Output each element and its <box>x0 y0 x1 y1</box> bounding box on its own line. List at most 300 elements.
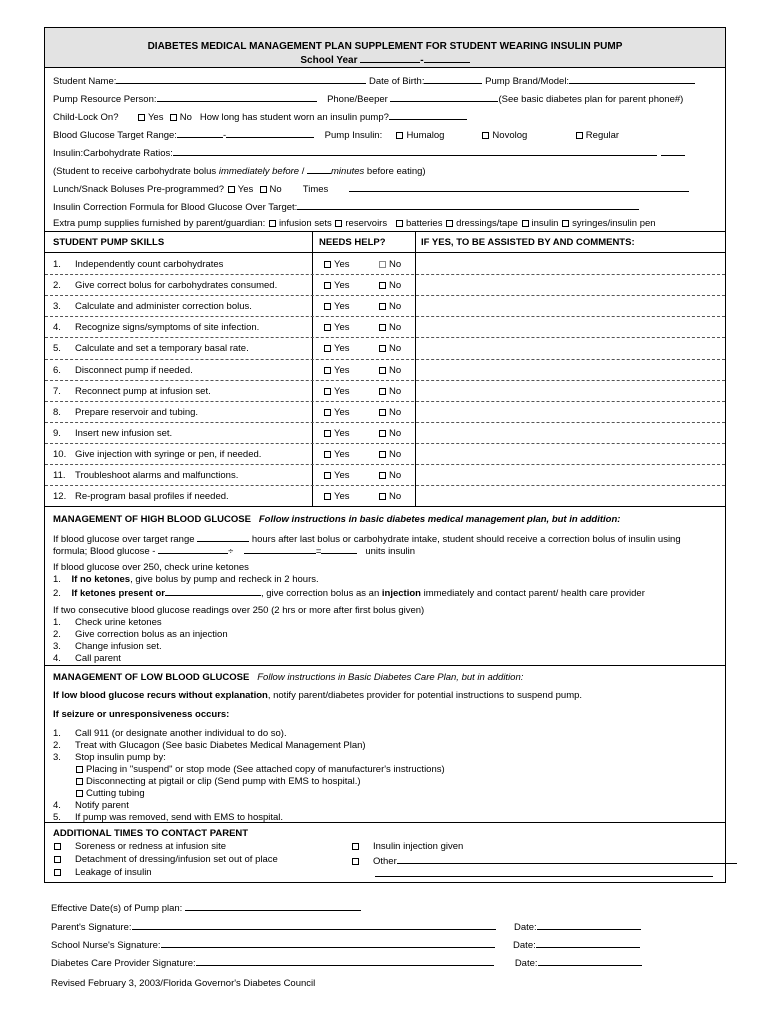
provider-signature-row <box>51 956 642 969</box>
bg-range-low-field[interactable] <box>177 128 223 138</box>
school-year-label: School Year <box>300 55 358 66</box>
skill-yes-checkbox[interactable] <box>324 324 331 331</box>
high-step <box>53 641 162 652</box>
skill-number: 1. <box>53 259 61 270</box>
ketones-step-2-num: 2. <box>53 588 61 599</box>
other-reason-field[interactable] <box>397 854 737 864</box>
skill-yes-label: Yes <box>334 280 350 292</box>
stop-pump-label: Cutting tubing <box>86 788 145 799</box>
skill-comment-field[interactable] <box>417 401 725 422</box>
carb-ratio-field[interactable] <box>173 146 657 156</box>
ketones-step-1-num: 1. <box>53 574 61 585</box>
ketones-step-2 <box>53 586 645 599</box>
skill-yes-checkbox[interactable] <box>324 388 331 395</box>
skill-no-checkbox[interactable] <box>379 303 386 310</box>
parent-date-label: Date: <box>513 922 537 933</box>
resource-person-field[interactable] <box>157 92 317 102</box>
correction-formula-label: Insulin Correction Formula for Blood Glucose Over Target: <box>53 202 298 213</box>
high-step-num: 4. <box>53 653 61 664</box>
low-bg-bottom-border <box>45 822 725 823</box>
skill-number: 7. <box>53 385 61 397</box>
high-bg-instructions: Follow instructions in basic diabetes medical management plan, but in addition: <box>258 514 621 525</box>
divide-symbol: ÷ <box>228 546 234 557</box>
regular-label: Regular <box>585 130 620 141</box>
skill-yes-checkbox[interactable] <box>324 345 331 352</box>
skill-row <box>45 295 725 316</box>
low-step <box>53 752 166 763</box>
ketones-present-text: , give correction bolus as an <box>260 588 382 599</box>
low-step-num: 5. <box>53 812 61 823</box>
provider-signature-field[interactable] <box>196 956 494 966</box>
high-step-text: Give correction bolus as an injection <box>75 629 228 640</box>
school-year-separator: - <box>420 55 424 66</box>
skill-yes-checkbox[interactable] <box>324 430 331 437</box>
high-p1-text-a: If blood glucose over target range <box>53 534 195 545</box>
skill-no-label: No <box>389 364 402 376</box>
injection-word: injection <box>381 588 421 599</box>
pump-duration-label: How long has student worn an insulin pump? <box>199 112 389 123</box>
supply-infusion-sets-label: infusion sets <box>278 218 332 229</box>
high-step-num: 1. <box>53 617 61 628</box>
school-year-row <box>45 53 725 67</box>
skill-row <box>45 464 725 485</box>
effective-date-row <box>51 901 361 914</box>
bolus-minutes-field[interactable] <box>307 164 331 174</box>
low-step-num: 3. <box>53 752 61 763</box>
contact-item[interactable] <box>53 841 226 852</box>
high-bg-para3: If two consecutive blood glucose readings over 250 (2 hrs or more after first bolus given) <box>53 605 425 616</box>
carb-ratio-extra-field[interactable] <box>661 146 685 156</box>
skill-no-option[interactable] <box>378 280 401 291</box>
skill-label: Prepare reservoir and tubing. <box>75 406 199 418</box>
skill-label: Re-program basal profiles if needed. <box>75 491 229 503</box>
units-insulin-label: units insulin <box>365 546 415 557</box>
skills-table-bottom-border <box>45 506 725 507</box>
skill-no-checkbox[interactable] <box>379 324 386 331</box>
effective-date-field[interactable] <box>185 901 361 911</box>
skill-label: Reconnect pump at infusion set. <box>75 385 211 397</box>
skill-no-label: No <box>389 491 402 503</box>
skill-no-option[interactable] <box>378 343 401 354</box>
skill-number: 9. <box>53 427 61 439</box>
student-name-label: Student Name: <box>53 76 117 87</box>
skill-label: Calculate and administer correction bolus. <box>75 301 252 313</box>
skill-no-option[interactable] <box>378 386 401 397</box>
bg-range-label: Blood Glucose Target Range: <box>53 130 177 141</box>
skill-no-label: No <box>389 427 402 439</box>
pump-plan-form <box>44 27 726 883</box>
skill-yes-option[interactable] <box>323 301 350 312</box>
supply-insulin-checkbox[interactable] <box>522 220 529 227</box>
stop-pump-option[interactable] <box>75 788 145 799</box>
skill-no-checkbox[interactable] <box>379 409 386 416</box>
skill-yes-label: Yes <box>334 448 350 460</box>
low-step-text: Stop insulin pump by: <box>75 752 166 763</box>
skill-comment-field[interactable] <box>417 359 725 380</box>
high-step <box>53 629 228 640</box>
skill-no-checkbox[interactable] <box>379 388 386 395</box>
ketones-threshold-field[interactable] <box>165 586 261 596</box>
child-lock-no-label: No <box>179 112 192 123</box>
contact-item[interactable] <box>351 841 463 852</box>
bolus-timing-text: (Student to receive carbohydrate bolus <box>53 166 219 177</box>
low-step-text: If pump was removed, send with EMS to hospital. <box>75 812 284 823</box>
other-reason-field-2[interactable] <box>375 867 713 877</box>
skill-number: 4. <box>53 322 61 334</box>
bg-range-row <box>53 128 619 141</box>
skill-no-checkbox[interactable] <box>379 493 386 500</box>
skill-yes-option[interactable] <box>323 343 350 354</box>
skill-yes-label: Yes <box>334 259 350 270</box>
low-step-num: 1. <box>53 728 61 739</box>
skill-row-divider <box>45 295 725 296</box>
provider-date-label: Date: <box>514 958 538 969</box>
supplies-row <box>53 218 656 229</box>
skill-comment-field[interactable] <box>417 443 725 464</box>
high-step-num: 3. <box>53 641 61 652</box>
skill-no-checkbox[interactable] <box>379 367 386 374</box>
child-lock-yes-checkbox[interactable] <box>138 114 145 121</box>
skill-yes-checkbox[interactable] <box>324 493 331 500</box>
skill-row-divider <box>45 443 725 444</box>
skill-yes-option[interactable] <box>323 322 350 333</box>
skill-row-divider <box>45 422 725 423</box>
skill-yes-label: Yes <box>334 301 350 313</box>
skill-comment-field[interactable] <box>417 295 725 316</box>
help-column-header: NEEDS HELP? <box>319 237 386 248</box>
skill-row <box>45 316 725 337</box>
skills-table-top-border <box>45 231 725 232</box>
revision-footer: Revised February 3, 2003/Florida Governor's Diabetes Council <box>51 978 316 989</box>
ketones-present-label: If ketones present or <box>71 588 165 599</box>
low-bg-recurs <box>53 690 582 701</box>
stop-pump-label: Disconnecting at pigtail or clip (Send pump with EMS to hospital.) <box>86 776 361 787</box>
supply-batteries-checkbox[interactable] <box>396 220 403 227</box>
supply-infusion-sets-checkbox[interactable] <box>269 220 276 227</box>
contact-item[interactable] <box>53 867 152 878</box>
skill-row <box>45 253 725 274</box>
stop-pump-checkbox[interactable] <box>76 778 83 785</box>
form-title: DIABETES MEDICAL MANAGEMENT PLAN SUPPLEMENT FOR STUDENT WEARING INSULIN PUMP <box>147 41 623 52</box>
nurse-signature-row <box>51 938 640 951</box>
child-lock-label: Child-Lock On? <box>53 112 119 123</box>
carb-ratio-row <box>53 146 685 159</box>
novolog-label: Novolog <box>492 130 528 141</box>
high-step <box>53 653 121 664</box>
skill-yes-checkbox[interactable] <box>324 472 331 479</box>
skill-yes-label: Yes <box>334 364 350 376</box>
formula-divisor-field[interactable] <box>244 544 316 554</box>
skill-comment-field[interactable] <box>417 422 725 443</box>
high-p1-text-b: hours after last bolus or carbohydrate intake, student should receive a correction bolus of insulin using <box>251 534 681 545</box>
skill-row <box>45 401 725 422</box>
skill-yes-label: Yes <box>334 491 350 503</box>
skill-yes-option[interactable] <box>323 407 350 418</box>
pump-duration-field[interactable] <box>389 110 467 120</box>
supply-reservoirs-checkbox[interactable] <box>335 220 342 227</box>
skill-yes-option[interactable] <box>323 259 350 270</box>
stop-pump-checkbox[interactable] <box>76 790 83 797</box>
dob-field[interactable] <box>424 74 482 84</box>
low-step-num: 4. <box>53 800 61 811</box>
nurse-signature-field[interactable] <box>161 938 495 948</box>
low-step <box>53 740 366 751</box>
lunch-yes-label: Yes <box>237 184 254 195</box>
contact-checkbox[interactable] <box>352 858 359 865</box>
lunch-yes-checkbox[interactable] <box>228 186 235 193</box>
skill-row-divider <box>45 274 725 275</box>
supply-dressings-label: dressings/tape <box>456 218 518 229</box>
stop-pump-label: Placing in "suspend" or stop mode (See attached copy of manufacturer's instructions) <box>86 764 445 775</box>
contact-checkbox[interactable] <box>54 856 61 863</box>
skill-row <box>45 485 725 506</box>
no-ketones-text: , give bolus by pump and recheck in 2 hours. <box>130 574 319 585</box>
skill-row <box>45 359 725 380</box>
supply-reservoirs-label: reservoirs <box>345 218 388 229</box>
stop-pump-option[interactable] <box>75 776 361 787</box>
skill-no-checkbox[interactable] <box>379 451 386 458</box>
formula-result-field[interactable] <box>321 544 357 554</box>
skill-no-option[interactable] <box>378 491 401 502</box>
equals-symbol: = <box>315 546 322 557</box>
skill-label: Give correct bolus for carbohydrates consumed. <box>75 280 278 292</box>
contact-item[interactable] <box>351 854 737 867</box>
skill-label: Independently count carbohydrates <box>75 259 224 270</box>
bolus-timing-end: before eating) <box>364 166 426 177</box>
high-step-num: 2. <box>53 629 61 640</box>
skill-number: 5. <box>53 343 61 355</box>
skill-no-option[interactable] <box>378 322 401 333</box>
skill-no-option[interactable] <box>378 449 401 460</box>
school-year-end-field[interactable] <box>424 53 470 63</box>
skill-no-label: No <box>389 259 402 270</box>
skill-yes-checkbox[interactable] <box>324 303 331 310</box>
provider-signature-label: Diabetes Care Provider Signature: <box>51 958 196 969</box>
parent-signature-row <box>51 920 641 933</box>
supplies-label: Extra pump supplies furnished by parent/guardian: <box>53 218 266 229</box>
skill-yes-option[interactable] <box>323 470 350 481</box>
low-seizure-label: If seizure or unresponsiveness occurs: <box>53 709 230 720</box>
skill-yes-option[interactable] <box>323 386 350 397</box>
skill-row-divider <box>45 485 725 486</box>
skill-number: 11. <box>53 470 66 481</box>
skill-no-checkbox[interactable] <box>379 472 386 479</box>
skill-yes-option[interactable] <box>323 428 350 439</box>
contact-label: Leakage of insulin <box>75 867 152 878</box>
high-step <box>53 617 162 628</box>
phone-field[interactable] <box>390 92 498 102</box>
low-recurs-text: , notify parent/diabetes provider for potential instructions to suspend pump. <box>267 690 583 701</box>
skill-comment-field[interactable] <box>417 380 725 401</box>
effective-date-label: Effective Date(s) of Pump plan: <box>51 903 183 914</box>
comments-column-header: IF YES, TO BE ASSISTED BY AND COMMENTS: <box>421 237 635 248</box>
supply-syringes-checkbox[interactable] <box>562 220 569 227</box>
skill-comment-field[interactable] <box>417 485 725 506</box>
contact-item[interactable] <box>53 854 278 865</box>
skill-yes-option[interactable] <box>323 280 350 291</box>
stop-pump-option[interactable] <box>75 764 445 775</box>
pump-brand-label: Pump Brand/Model: <box>485 76 570 87</box>
low-recurs-label: If low blood glucose recurs without explanation <box>53 690 268 701</box>
skill-no-option[interactable] <box>378 259 401 270</box>
formula-target-field[interactable] <box>158 544 228 554</box>
skill-yes-checkbox[interactable] <box>324 451 331 458</box>
correction-formula-row <box>53 200 639 213</box>
low-step-text: Call 911 (or designate another individual to do so). <box>75 728 287 739</box>
skill-row <box>45 443 725 464</box>
skill-yes-checkbox[interactable] <box>324 409 331 416</box>
skill-number: 10. <box>53 448 67 460</box>
skill-yes-option[interactable] <box>323 365 350 376</box>
ketones-present-text-2: immediately and contact parent/ health care provider <box>420 588 645 599</box>
skill-no-option[interactable] <box>378 428 401 439</box>
nurse-signature-label: School Nurse's Signature: <box>51 940 161 951</box>
dob-label: Date of Birth: <box>369 76 425 87</box>
low-step <box>53 800 129 811</box>
skill-no-label: No <box>389 470 402 481</box>
skill-no-option[interactable] <box>378 407 401 418</box>
lunch-no-checkbox[interactable] <box>260 186 267 193</box>
bolus-timing-row <box>53 164 426 177</box>
child-lock-row <box>53 110 467 123</box>
skill-no-option[interactable] <box>378 470 401 481</box>
skill-no-option[interactable] <box>378 365 401 376</box>
skill-label: Recognize signs/symptoms of site infection. <box>75 322 260 334</box>
no-ketones-label: If no ketones <box>71 574 131 585</box>
skill-no-checkbox[interactable] <box>379 430 386 437</box>
contact-checkbox[interactable] <box>54 843 61 850</box>
contact-label: Insulin injection given <box>373 841 464 852</box>
skill-comment-field[interactable] <box>417 464 725 485</box>
child-lock-yes-label: Yes <box>147 112 164 123</box>
skill-label: Troubleshoot alarms and malfunctions. <box>75 470 239 481</box>
resource-person-label: Pump Resource Person: <box>53 94 157 105</box>
low-bg-header <box>53 672 523 683</box>
hours-after-bolus-field[interactable] <box>197 532 249 542</box>
skill-row <box>45 422 725 443</box>
high-bg-title: MANAGEMENT OF HIGH BLOOD GLUCOSE <box>53 514 251 525</box>
lunch-bolus-label: Lunch/Snack Boluses Pre-programmed? <box>53 184 225 195</box>
skill-no-checkbox[interactable] <box>379 261 386 268</box>
provider-date-field[interactable] <box>538 956 642 966</box>
skill-no-checkbox[interactable] <box>379 282 386 289</box>
skill-no-option[interactable] <box>378 301 401 312</box>
contact-checkbox[interactable] <box>54 869 61 876</box>
skill-row-divider <box>45 316 725 317</box>
lunch-bolus-row <box>53 182 689 195</box>
skill-no-label: No <box>389 343 402 355</box>
ketones-step-1 <box>53 574 319 585</box>
low-bg-title: MANAGEMENT OF LOW BLOOD GLUCOSE <box>53 672 250 683</box>
bg-range-high-field[interactable] <box>226 128 314 138</box>
school-year-start-field[interactable] <box>360 53 420 63</box>
novolog-checkbox[interactable] <box>482 132 489 139</box>
stop-pump-checkbox[interactable] <box>76 766 83 773</box>
high-step-text: Call parent <box>75 653 121 664</box>
low-step <box>53 728 287 739</box>
skill-no-label: No <box>389 322 402 334</box>
skill-row-divider <box>45 359 725 360</box>
form-header <box>45 28 725 68</box>
resource-row <box>53 92 683 105</box>
times-field[interactable] <box>349 182 689 192</box>
skill-row <box>45 380 725 401</box>
formula-label: formula; Blood glucose - <box>53 546 156 557</box>
skill-number: 8. <box>53 406 61 418</box>
supply-dressings-checkbox[interactable] <box>446 220 453 227</box>
skill-yes-label: Yes <box>334 322 350 334</box>
nurse-date-label: Date: <box>513 940 536 951</box>
skill-label: Calculate and set a temporary basal rate. <box>75 343 249 355</box>
phone-label: Phone/Beeper <box>327 94 388 105</box>
pump-insulin-label: Pump Insulin: <box>324 130 383 141</box>
skill-number: 2. <box>53 280 61 292</box>
high-bg-para2: If blood glucose over 250, check urine ketones <box>53 562 249 573</box>
parent-signature-field[interactable] <box>132 920 496 930</box>
high-bg-formula <box>53 544 415 557</box>
high-bg-header <box>53 514 620 525</box>
low-bg-instructions: Follow instructions in Basic Diabetes Care Plan, but in addition: <box>257 672 524 683</box>
supply-syringes-label: syringes/insulin pen <box>572 218 656 229</box>
skill-row-divider <box>45 464 725 465</box>
carb-ratio-label: Insulin:Carbohydrate Ratios: <box>53 148 173 159</box>
skills-column-header: STUDENT PUMP SKILLS <box>53 237 165 248</box>
high-step-text: Check urine ketones <box>75 617 162 628</box>
skill-no-label: No <box>389 448 402 460</box>
correction-formula-field[interactable] <box>297 200 639 210</box>
nurse-date-field[interactable] <box>536 938 640 948</box>
bolus-timing-minutes: minutes <box>331 166 365 177</box>
low-step-num: 2. <box>53 740 61 751</box>
skill-comment-field[interactable] <box>417 316 725 337</box>
student-name-field[interactable] <box>116 74 366 84</box>
skill-yes-label: Yes <box>334 343 350 355</box>
skill-comment-field[interactable] <box>417 253 725 274</box>
supply-insulin-label: insulin <box>531 218 559 229</box>
skill-label: Insert new infusion set. <box>75 427 173 439</box>
times-label: Times <box>302 184 329 195</box>
regular-checkbox[interactable] <box>576 132 583 139</box>
skill-no-checkbox[interactable] <box>379 345 386 352</box>
high-bg-bottom-border <box>45 665 725 666</box>
skill-label: Give injection with syringe or pen, if needed. <box>75 448 262 460</box>
skill-comment-field[interactable] <box>417 274 725 295</box>
skill-label: Disconnect pump if needed. <box>75 364 193 376</box>
skill-yes-option[interactable] <box>323 449 350 460</box>
skill-yes-option[interactable] <box>323 491 350 502</box>
skill-number: 6. <box>53 364 61 376</box>
pump-brand-field[interactable] <box>569 74 695 84</box>
humalog-label: Humalog <box>406 130 445 141</box>
skill-yes-label: Yes <box>334 406 350 418</box>
student-name-row <box>53 74 695 87</box>
skill-yes-checkbox[interactable] <box>324 261 331 268</box>
low-step-text: Treat with Glucagon (See basic Diabetes Medical Management Plan) <box>75 740 366 751</box>
skill-comment-field[interactable] <box>417 337 725 358</box>
contact-checkbox[interactable] <box>352 843 359 850</box>
bolus-timing-slash: / <box>299 166 308 177</box>
bolus-timing-immediately: immediately before <box>218 166 300 177</box>
skill-no-label: No <box>389 280 402 292</box>
parent-date-field[interactable] <box>537 920 641 930</box>
skill-yes-checkbox[interactable] <box>324 367 331 374</box>
child-lock-no-checkbox[interactable] <box>170 114 177 121</box>
skill-row-divider <box>45 380 725 381</box>
lunch-no-label: No <box>269 184 282 195</box>
high-step-text: Change infusion set. <box>75 641 162 652</box>
skill-yes-checkbox[interactable] <box>324 282 331 289</box>
humalog-checkbox[interactable] <box>396 132 403 139</box>
